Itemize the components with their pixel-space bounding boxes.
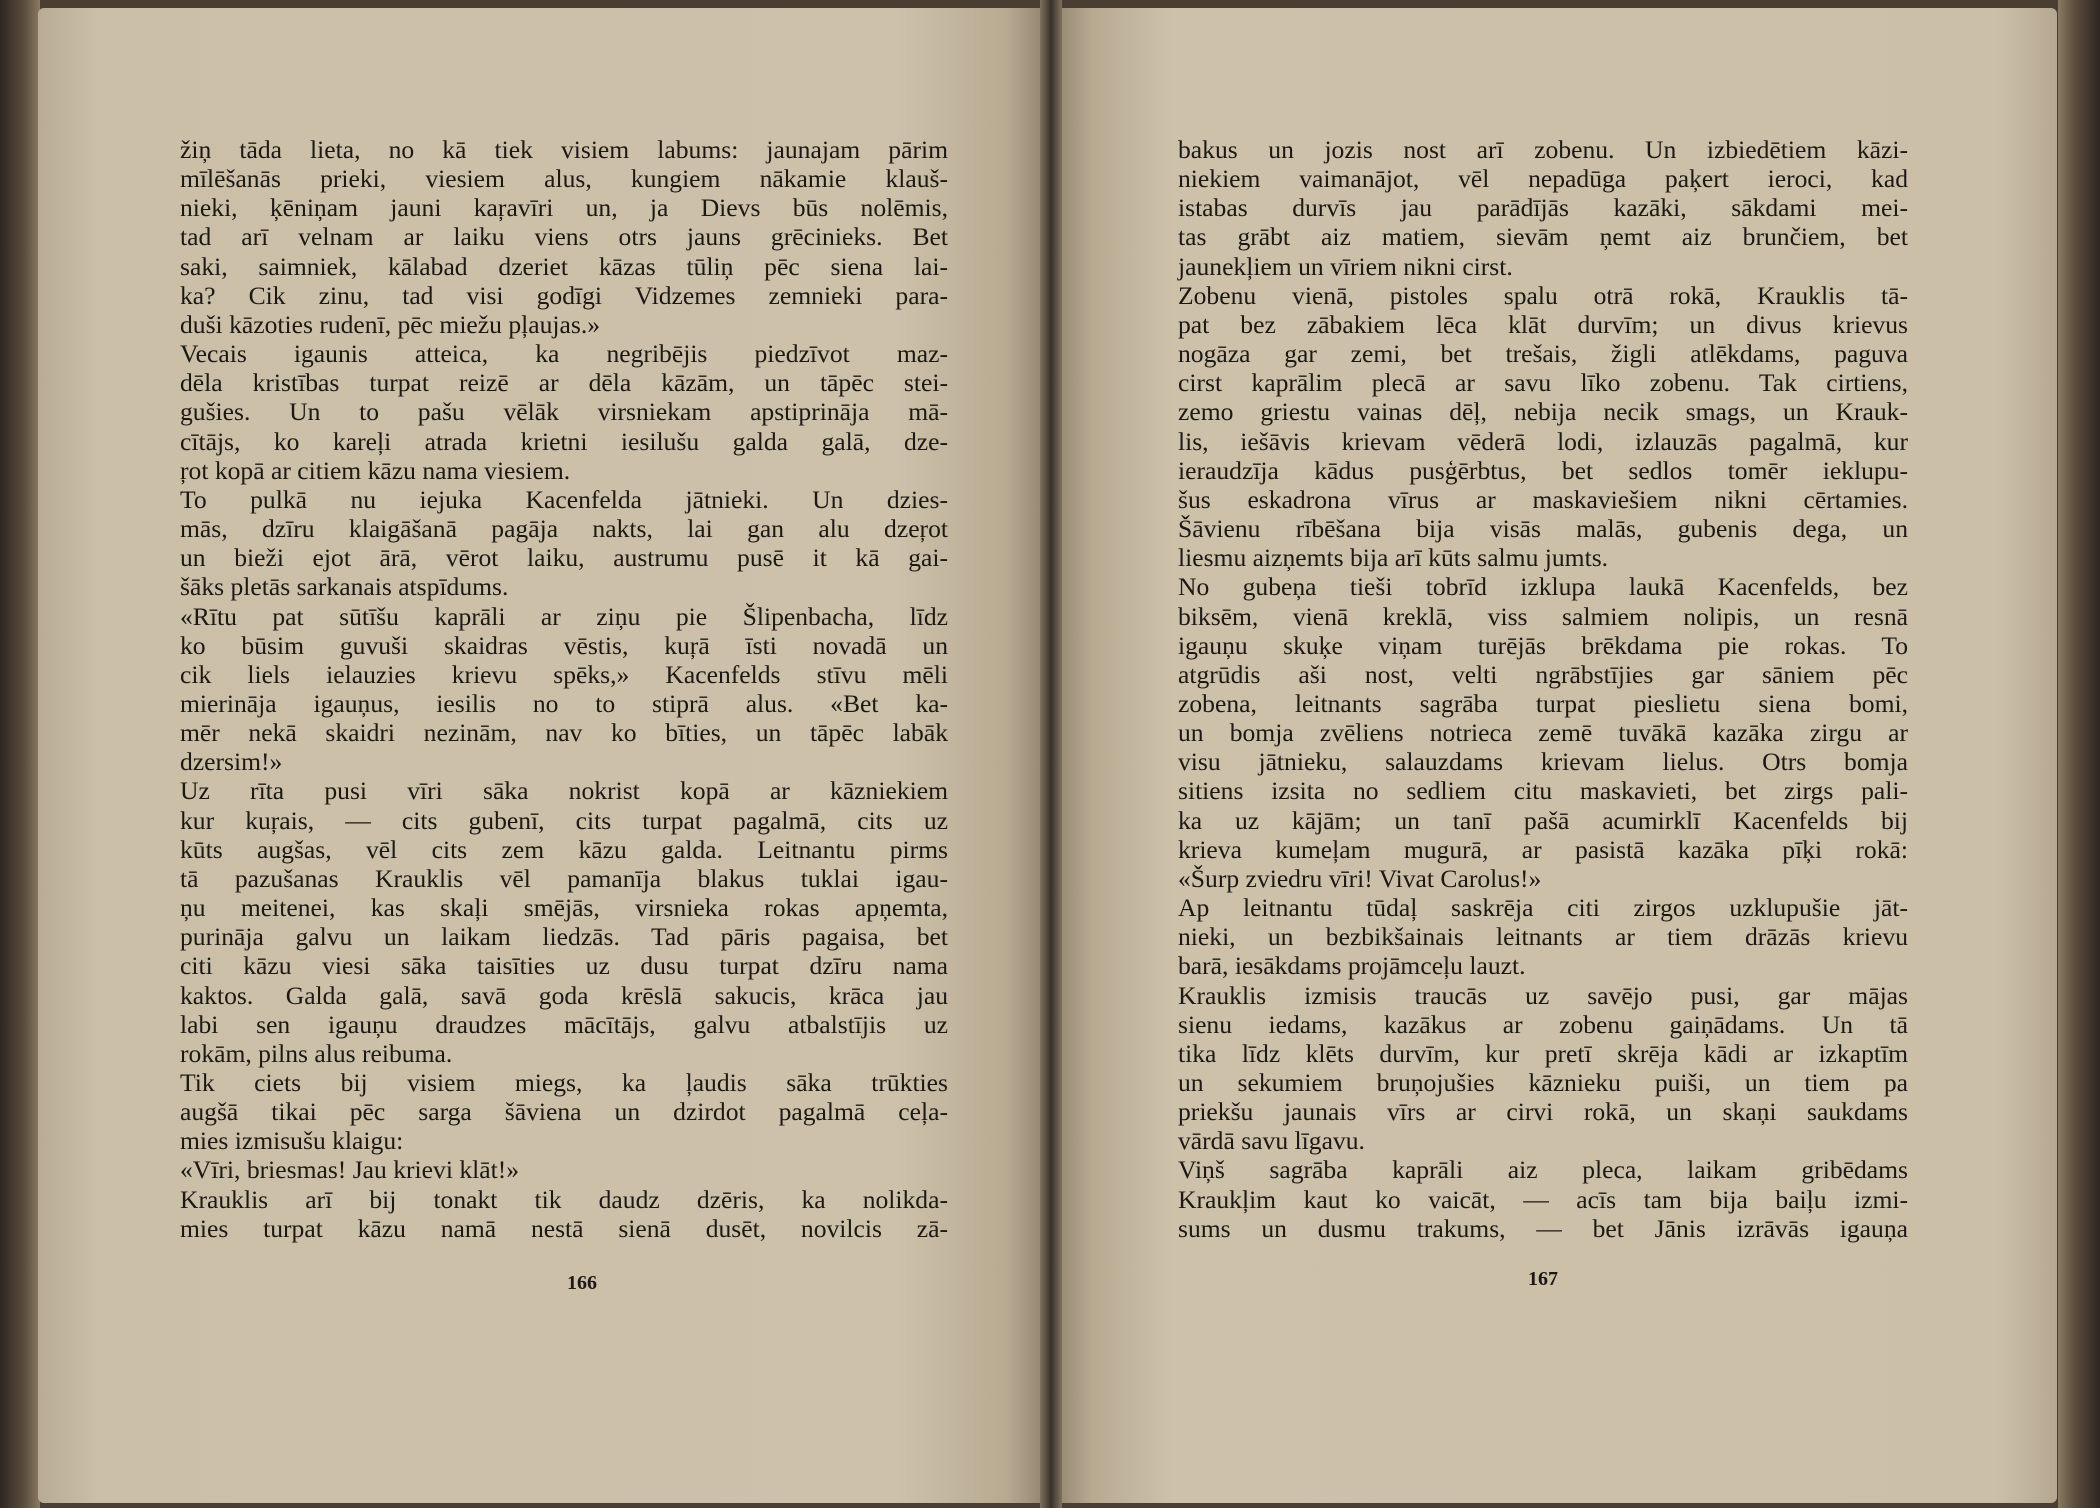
text-line: sienu iedams, kazākus ar zobenu gaiņādams. Un tā [1178,1009,1908,1039]
text-line: atgrūdis aši nost, velti ngrābstījies gar sāniem pēc [1178,659,1908,689]
right-page-text [1178,135,1908,1243]
book-cover-left-edge [0,0,40,1508]
text-line: mās, dzīru klaigāšanā pagāja nakts, lai gan alu dzeŗot [180,514,948,544]
text-line: liesmu aizņemts bija arī kūts salmu jumts. [1178,543,1609,573]
text-line: ka uz kājām; un tanī pašā acumirklī Kacenfelds bij [1178,805,1908,835]
text-line: ko būsim guvuši skaidras vēstis, kuŗā īsti novadā un [180,630,948,660]
text-line: kaktos. Galda galā, savā goda krēslā sakucis, krāca jau [180,980,948,1010]
text-line: vārdā savu līgavu. [1178,1126,1365,1156]
text-line: šāks pletās sarkanais atspīdums. [180,572,509,602]
text-line: zemo griestu vainas dēļ, nebija necik smags, un Krauk- [1178,397,1908,427]
text-line: Uz rīta pusi vīri sāka nokrist kopā ar kāzniekiem [180,776,948,806]
text-line: kur kuŗais, — cits gubenī, cits turpat pagalmā, cits uz [180,805,948,835]
text-line: «Rītu pat sūtīšu kaprāli ar ziņu pie Šlipenbacha, līdz [180,601,948,631]
text-line: biksēm, vienā kreklā, viss salmiem nolipis, un resnā [1178,601,1908,631]
text-line: ŗot kopā ar citiem kāzu nama viesiem. [180,455,571,485]
text-line: un bomja zvēliens notrieca zemē tuvākā kazāka zirgu ar [1178,718,1908,748]
text-line: lis, iešāvis krievam vēderā lodi, izlauzās pagalmā, kur [1178,426,1908,456]
left-page-text [180,135,948,1243]
text-line: tika līdz klēts durvīm, kur pretī skrēja kādi ar izkaptīm [1178,1038,1908,1068]
text-line: duši kāzoties rudenī, pēc miežu pļaujas.» [180,309,601,339]
text-line: Krauklis izmisis traucās uz savējo pusi, gar mājas [1178,980,1908,1010]
text-line: Šāvienu rībēšana bija visās malās, gubenis dega, un [1178,514,1908,544]
text-line: cik liels ielauzies krievu spēks,» Kacenfelds stīvu mēli [180,659,948,689]
text-line: niekiem vaimanājot, vēl nepadūga paķert ieroci, kad [1178,164,1908,194]
text-line: Krauklis arī bij tonakt tik daudz dzēris, ka nolikda- [180,1184,948,1214]
text-line: un bieži ejot ārā, vērot laiku, austrumu pusē it kā gai- [180,543,948,573]
text-line: Vecais igaunis atteica, ka negribējis piedzīvot maz- [180,339,948,369]
text-line: labi sen igauņu draudzes mācītājs, galvu atbalstījis uz [180,1009,948,1039]
text-line: No gubeņa tieši tobrīd izklupa laukā Kacenfelds, bez [1178,572,1908,602]
text-line: mierināja igauņus, iesilis no to stiprā alus. «Bet ka- [180,688,948,718]
text-line: saki, saimniek, kālabad dzeriet kāzas tūliņ pēc siena lai- [180,251,948,281]
text-line: un sekumiem bruņojušies kāznieku puiši, un tiem pa [1178,1068,1908,1097]
text-line: sums un dusmu trakums, — bet Jānis izrāvās igauņa [1178,1213,1908,1243]
text-line: mies turpat kāzu namā nestā sienā dusēt, novilcis zā- [180,1213,948,1243]
text-line: cītājs, ko kareļi atrada krietni iesilušu galda galā, dze- [180,426,948,456]
text-line: mēr nekā skaidri nezinām, nav ko bīties, un tāpēc labāk [180,718,948,748]
text-line: mies izmisušu klaigu: [180,1126,404,1156]
text-line: rokām, pilns alus reibuma. [180,1038,453,1068]
text-line: nogāza gar zemi, bet trešais, žigli atlēkdams, paguva [1178,339,1908,369]
text-line: ņu meitenei, kas skaļi smējās, virsnieka rokas apņemta, [180,893,948,923]
book-cover-right-edge [2058,0,2100,1508]
right-page-number: 167 [1528,1268,1558,1290]
text-line: Ap leitnantu tūdaļ saskrēja citi zirgos uzklupušie jāt- [1178,893,1908,923]
text-line: ka? Cik zinu, tad visi godīgi Vidzemes zemnieki para- [180,280,948,310]
book-gutter [1040,0,1062,1508]
text-line: nieki, un bezbikšainais leitnants ar tiem drāzās krievu [1178,922,1908,952]
text-line: priekšu jaunais vīrs ar cirvi rokā, un skaņi saukdams [1178,1097,1908,1127]
text-line: tā pazušanas Krauklis vēl pamanīja blakus tuklai igau- [180,863,948,893]
text-line: «Šurp zviedru vīri! Vivat Carolus!» [1178,863,1542,893]
text-line: gušies. Un to pašu vēlāk virsniekam apstiprināja mā- [180,397,948,427]
text-line: zobena, leitnants sagrāba turpat pieslietu siena bomi, [1178,688,1908,718]
text-line: visu jātnieku, salauzdams krievam lielus. Otrs bomja [1178,747,1908,777]
text-line: «Vīri, briesmas! Jau krievi klāt!» [180,1155,520,1185]
text-line: šus eskadrona vīrus ar maskaviešiem nikni cērtamies. [1178,484,1908,514]
text-line: nieki, ķēniņam jauni kaŗavīri un, ja Dievs būs nolēmis, [180,193,948,223]
text-line: Kraukļim kaut ko vaicāt, — acīs tam bija baiļu izmi- [1178,1184,1908,1214]
text-line: cirst kaprālim plecā ar savu līko zobenu. Tak cirtiens, [1178,368,1908,398]
text-line: tas grābt aiz matiem, sievām ņemt aiz brunčiem, bet [1178,222,1908,252]
text-line: citi kāzu viesi sāka taisīties uz dusu turpat dzīru nama [180,951,948,981]
text-line: igauņu skuķe viņam turējās brēkdama pie rokas. To [1178,630,1908,660]
text-line: jaunekļiem un vīriem nikni cirst. [1178,251,1513,281]
text-line: istabas durvīs jau parādījās kazāki, sākdami mei- [1178,193,1908,223]
text-line: Tik ciets bij visiem miegs, ka ļaudis sāka trūkties [180,1068,948,1097]
text-line: pat bez zābakiem lēca klāt durvīm; un divus krievus [1178,309,1908,339]
text-line: To pulkā nu iejuka Kacenfelda jātnieki. Un dzies- [180,484,948,514]
text-line: augšā tikai pēc sarga šāviena un dzirdot pagalmā ceļa- [180,1097,948,1127]
text-line: ieraudzīja kādus pusģērbtus, bet sedlos tomēr ieklupu- [1178,455,1908,485]
text-line: mīlēšanās prieki, viesiem alus, kungiem nākamie klauš- [180,164,948,194]
text-line: Zobenu vienā, pistoles spalu otrā rokā, Krauklis tā- [1178,280,1908,310]
text-line: purināja galvu un laikam liedzās. Tad pāris pagaisa, bet [180,922,948,952]
left-page-number: 166 [567,1272,597,1294]
text-line: bakus un jozis nost arī zobenu. Un izbiedētiem kāzi- [1178,135,1908,164]
text-line: sitiens izsita no sedliem citu maskavieti, bet zirgs pali- [1178,776,1908,806]
text-line: dēla kristības turpat reizē ar dēla kāzām, un tāpēc stei- [180,368,948,398]
text-line: tad arī velnam ar laiku viens otrs jauns grēcinieks. Bet [180,222,948,252]
text-line: Viņš sagrāba kaprāli aiz pleca, laikam gribēdams [1178,1155,1908,1185]
text-line: kūts augšas, vēl cits zem kāzu galda. Leitnantu pirms [180,834,948,864]
text-line: dzersim!» [180,747,283,777]
text-line: žiņ tāda lieta, no kā tiek visiem labums: jaunajam pārim [180,135,948,164]
text-line: barā, iesākdams projāmceļu lauzt. [1178,951,1526,981]
text-line: krieva kumeļam mugurā, ar pasistā kazāka pīķi rokā: [1178,834,1908,864]
